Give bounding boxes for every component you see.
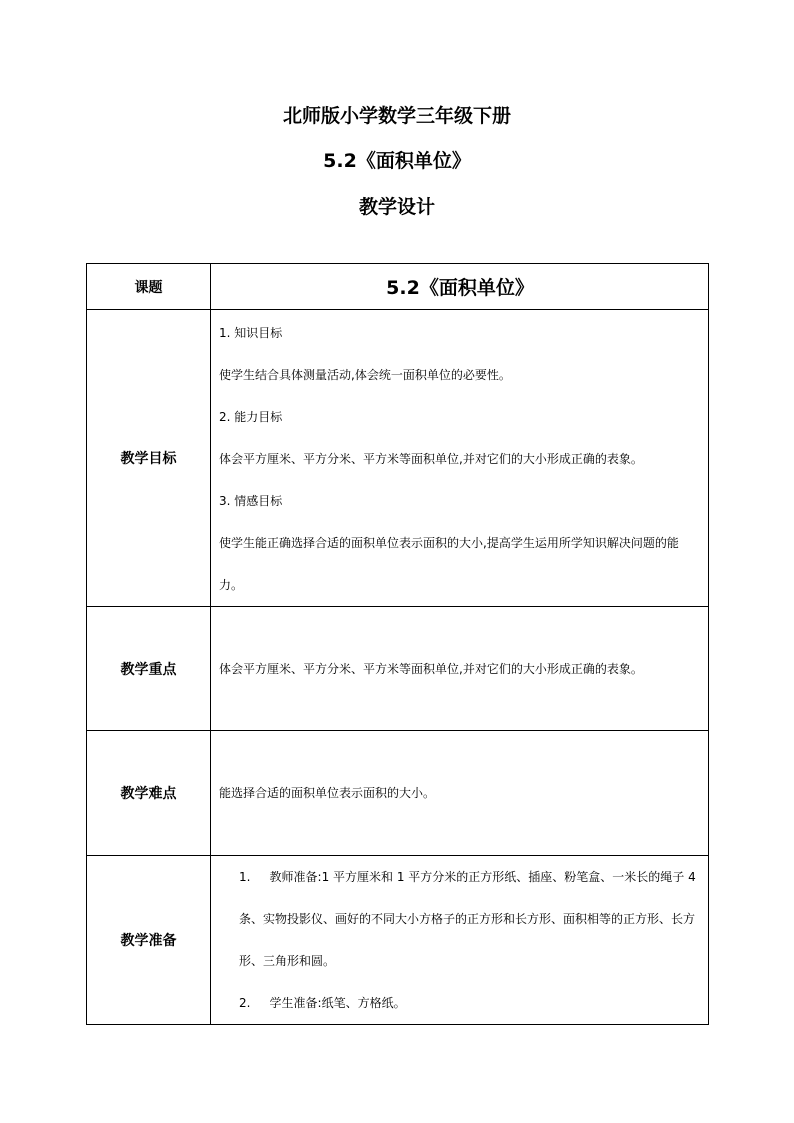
objectives-label: 教学目标 xyxy=(87,310,211,607)
key-points-row xyxy=(87,607,709,731)
objectives-row xyxy=(87,310,709,607)
objective-heading-emotion: 3. 情感目标 xyxy=(219,494,283,508)
difficulties-row xyxy=(87,731,709,856)
title-line-3: 教学设计 xyxy=(358,196,435,218)
preparation-row xyxy=(87,856,709,1025)
preparation-student: 2. 学生准备:纸笔、方格纸。 xyxy=(239,996,406,1010)
preparation-content xyxy=(211,856,709,1025)
objective-text-emotion: 使学生能正确选择合适的面积单位表示面积的大小,提高学生运用所学知识解决问题的能力。 xyxy=(219,536,679,592)
difficulties-text: 能选择合适的面积单位表示面积的大小。 xyxy=(219,786,436,800)
difficulties-label: 教学难点 xyxy=(87,731,211,856)
title-line-2: 5.2《面积单位》 xyxy=(323,150,471,172)
objective-heading-ability: 2. 能力目标 xyxy=(219,410,283,424)
objectives-content xyxy=(211,310,709,607)
objective-text-ability: 体会平方厘米、平方分米、平方米等面积单位,并对它们的大小形成正确的表象。 xyxy=(219,452,643,466)
objective-heading-knowledge: 1. 知识目标 xyxy=(219,326,283,340)
lesson-plan-table xyxy=(86,263,709,1025)
objective-text-knowledge: 使学生结合具体测量活动,体会统一面积单位的必要性。 xyxy=(219,368,511,382)
key-points-label: 教学重点 xyxy=(87,607,211,731)
preparation-teacher: 1. 教师准备:1 平方厘米和 1 平方分米的正方形纸、插座、粉笔盒、一米长的绳子 4 条、实物投影仪、画好的不同大小方格子的正方形和长方形、面积相等的正方形、长方形、三角形和圆。 xyxy=(239,870,696,968)
preparation-label: 教学准备 xyxy=(87,856,211,1025)
topic-label: 课题 xyxy=(87,264,211,310)
document-title xyxy=(0,104,794,219)
key-points-content xyxy=(211,607,709,731)
key-points-text: 体会平方厘米、平方分米、平方米等面积单位,并对它们的大小形成正确的表象。 xyxy=(219,661,643,676)
difficulties-content xyxy=(211,731,709,856)
topic-value: 5.2《面积单位》 xyxy=(211,264,709,310)
topic-row xyxy=(87,264,709,310)
title-line-1: 北师版小学数学三年级下册 xyxy=(282,105,511,127)
